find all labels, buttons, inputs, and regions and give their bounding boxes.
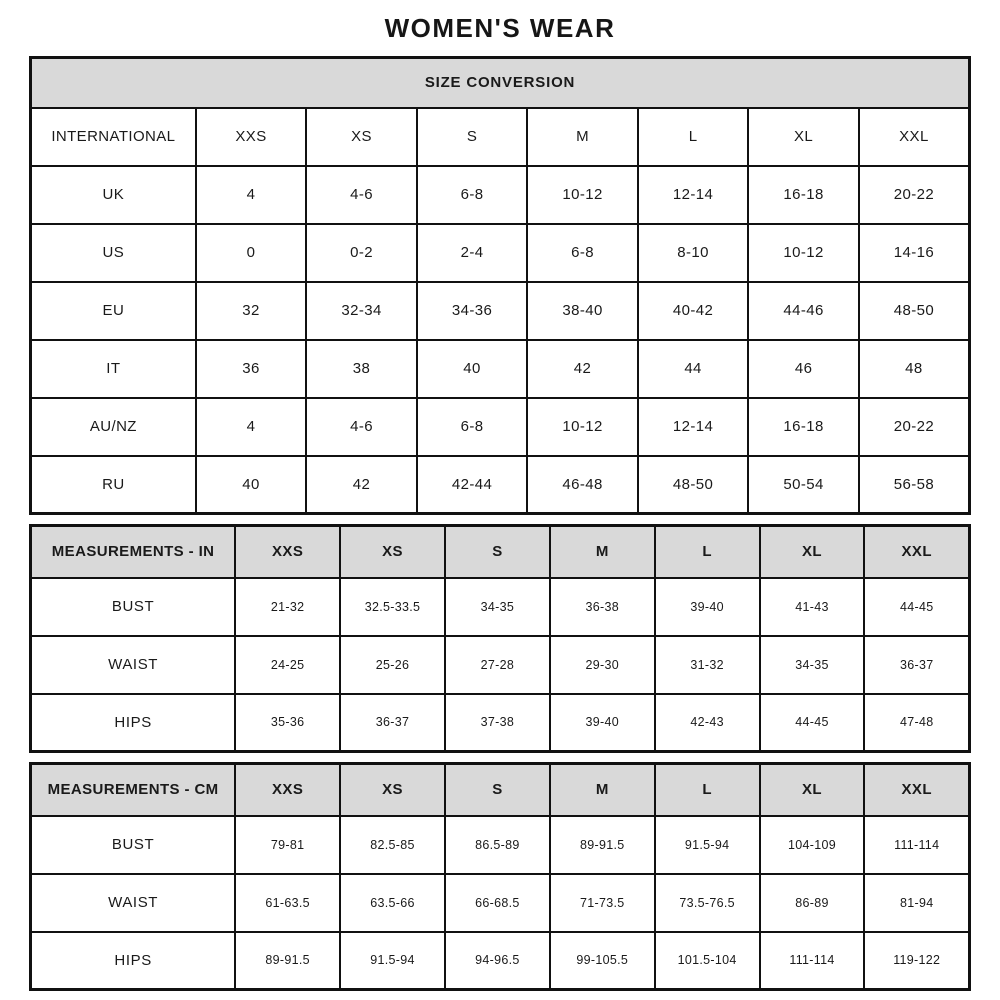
cell: 91.5-94 <box>655 816 760 874</box>
size-header-m: M <box>550 526 655 578</box>
size-header-l: L <box>655 526 760 578</box>
cell: 25-26 <box>340 636 445 694</box>
cell: 46-48 <box>527 456 638 514</box>
cell: 111-114 <box>864 816 969 874</box>
size-header-xs: XS <box>340 764 445 816</box>
size-header-xs: XS <box>340 526 445 578</box>
table-row-waist-cm <box>31 874 970 932</box>
cell: 12-14 <box>638 398 749 456</box>
cell: 119-122 <box>864 932 969 990</box>
cell: 34-36 <box>417 282 528 340</box>
cell: 48-50 <box>638 456 749 514</box>
cell: 48 <box>859 340 970 398</box>
cell: 56-58 <box>859 456 970 514</box>
table-row-hips-in <box>31 694 970 752</box>
cell: 89-91.5 <box>235 932 340 990</box>
cell: 66-68.5 <box>445 874 550 932</box>
cell: 8-10 <box>638 224 749 282</box>
cell: 79-81 <box>235 816 340 874</box>
cell: 34-35 <box>445 578 550 636</box>
cell: 20-22 <box>859 398 970 456</box>
cell: 44-46 <box>748 282 859 340</box>
size-header-s: S <box>445 764 550 816</box>
cell: 38 <box>306 340 417 398</box>
cell: 44 <box>638 340 749 398</box>
cell: 4 <box>196 166 307 224</box>
cell: 39-40 <box>655 578 760 636</box>
cell: 31-32 <box>655 636 760 694</box>
cell: 81-94 <box>864 874 969 932</box>
cell: 24-25 <box>235 636 340 694</box>
measurements-cm-header-row <box>31 764 970 816</box>
cell: 36-38 <box>550 578 655 636</box>
cell: 40-42 <box>638 282 749 340</box>
cell: 20-22 <box>859 166 970 224</box>
table-row-us <box>31 224 970 282</box>
column-header-xl: XL <box>748 108 859 166</box>
cell: 21-32 <box>235 578 340 636</box>
cell: 0-2 <box>306 224 417 282</box>
column-header-xxs: XXS <box>196 108 307 166</box>
row-label-ru: RU <box>31 456 196 514</box>
cell: 86.5-89 <box>445 816 550 874</box>
row-label-bust: BUST <box>31 578 236 636</box>
size-header-m: M <box>550 764 655 816</box>
table-row-it <box>31 340 970 398</box>
row-label-us: US <box>31 224 196 282</box>
table-row-eu <box>31 282 970 340</box>
measurements-in-table <box>29 524 971 753</box>
table-row-bust-in <box>31 578 970 636</box>
column-header-international: INTERNATIONAL <box>31 108 196 166</box>
cell: 4-6 <box>306 166 417 224</box>
table-row-aunz <box>31 398 970 456</box>
size-header-xl: XL <box>760 526 865 578</box>
cell: 111-114 <box>760 932 865 990</box>
cell: 50-54 <box>748 456 859 514</box>
cell: 40 <box>196 456 307 514</box>
column-header-m: M <box>527 108 638 166</box>
cell: 41-43 <box>760 578 865 636</box>
cell: 0 <box>196 224 307 282</box>
size-header-xxl: XXL <box>864 526 969 578</box>
cell: 42 <box>306 456 417 514</box>
row-label-hips: HIPS <box>31 694 236 752</box>
cell: 32 <box>196 282 307 340</box>
measurements-cm-header: MEASUREMENTS - CM <box>31 764 236 816</box>
cell: 36-37 <box>864 636 969 694</box>
cell: 48-50 <box>859 282 970 340</box>
cell: 16-18 <box>748 398 859 456</box>
cell: 32-34 <box>306 282 417 340</box>
cell: 29-30 <box>550 636 655 694</box>
cell: 12-14 <box>638 166 749 224</box>
cell: 61-63.5 <box>235 874 340 932</box>
cell: 44-45 <box>760 694 865 752</box>
cell: 6-8 <box>417 398 528 456</box>
cell: 82.5-85 <box>340 816 445 874</box>
cell: 104-109 <box>760 816 865 874</box>
cell: 6-8 <box>527 224 638 282</box>
cell: 32.5-33.5 <box>340 578 445 636</box>
measurements-cm-table <box>29 762 971 991</box>
cell: 86-89 <box>760 874 865 932</box>
cell: 94-96.5 <box>445 932 550 990</box>
row-label-hips: HIPS <box>31 932 236 990</box>
cell: 10-12 <box>527 166 638 224</box>
cell: 44-45 <box>864 578 969 636</box>
row-label-waist: WAIST <box>31 636 236 694</box>
cell: 14-16 <box>859 224 970 282</box>
cell: 42 <box>527 340 638 398</box>
size-header-l: L <box>655 764 760 816</box>
cell: 34-35 <box>760 636 865 694</box>
column-header-row <box>31 108 970 166</box>
cell: 42-43 <box>655 694 760 752</box>
size-header-xxl: XXL <box>864 764 969 816</box>
cell: 101.5-104 <box>655 932 760 990</box>
cell: 35-36 <box>235 694 340 752</box>
cell: 4-6 <box>306 398 417 456</box>
cell: 39-40 <box>550 694 655 752</box>
size-header-s: S <box>445 526 550 578</box>
column-header-xxl: XXL <box>859 108 970 166</box>
column-header-xs: XS <box>306 108 417 166</box>
column-header-s: S <box>417 108 528 166</box>
cell: 47-48 <box>864 694 969 752</box>
cell: 63.5-66 <box>340 874 445 932</box>
table-row-bust-cm <box>31 816 970 874</box>
cell: 10-12 <box>527 398 638 456</box>
table-row-ru <box>31 456 970 514</box>
table-banner-row <box>31 58 970 108</box>
row-label-uk: UK <box>31 166 196 224</box>
table-row-hips-cm <box>31 932 970 990</box>
cell: 71-73.5 <box>550 874 655 932</box>
size-conversion-banner: SIZE CONVERSION <box>31 58 970 108</box>
row-label-aunz: AU/NZ <box>31 398 196 456</box>
cell: 27-28 <box>445 636 550 694</box>
size-header-xxs: XXS <box>235 764 340 816</box>
page-title: WOMEN'S WEAR <box>384 13 616 43</box>
cell: 42-44 <box>417 456 528 514</box>
cell: 91.5-94 <box>340 932 445 990</box>
table-row-uk <box>31 166 970 224</box>
row-label-it: IT <box>31 340 196 398</box>
cell: 36-37 <box>340 694 445 752</box>
measurements-in-header: MEASUREMENTS - IN <box>31 526 236 578</box>
cell: 2-4 <box>417 224 528 282</box>
size-header-xxs: XXS <box>235 526 340 578</box>
size-header-xl: XL <box>760 764 865 816</box>
cell: 73.5-76.5 <box>655 874 760 932</box>
cell: 89-91.5 <box>550 816 655 874</box>
cell: 6-8 <box>417 166 528 224</box>
cell: 37-38 <box>445 694 550 752</box>
row-label-waist: WAIST <box>31 874 236 932</box>
cell: 16-18 <box>748 166 859 224</box>
table-row-waist-in <box>31 636 970 694</box>
cell: 10-12 <box>748 224 859 282</box>
cell: 46 <box>748 340 859 398</box>
column-header-l: L <box>638 108 749 166</box>
size-conversion-table <box>29 56 971 515</box>
cell: 40 <box>417 340 528 398</box>
cell: 36 <box>196 340 307 398</box>
row-label-eu: EU <box>31 282 196 340</box>
cell: 99-105.5 <box>550 932 655 990</box>
cell: 38-40 <box>527 282 638 340</box>
measurements-in-header-row <box>31 526 970 578</box>
cell: 4 <box>196 398 307 456</box>
row-label-bust: BUST <box>31 816 236 874</box>
